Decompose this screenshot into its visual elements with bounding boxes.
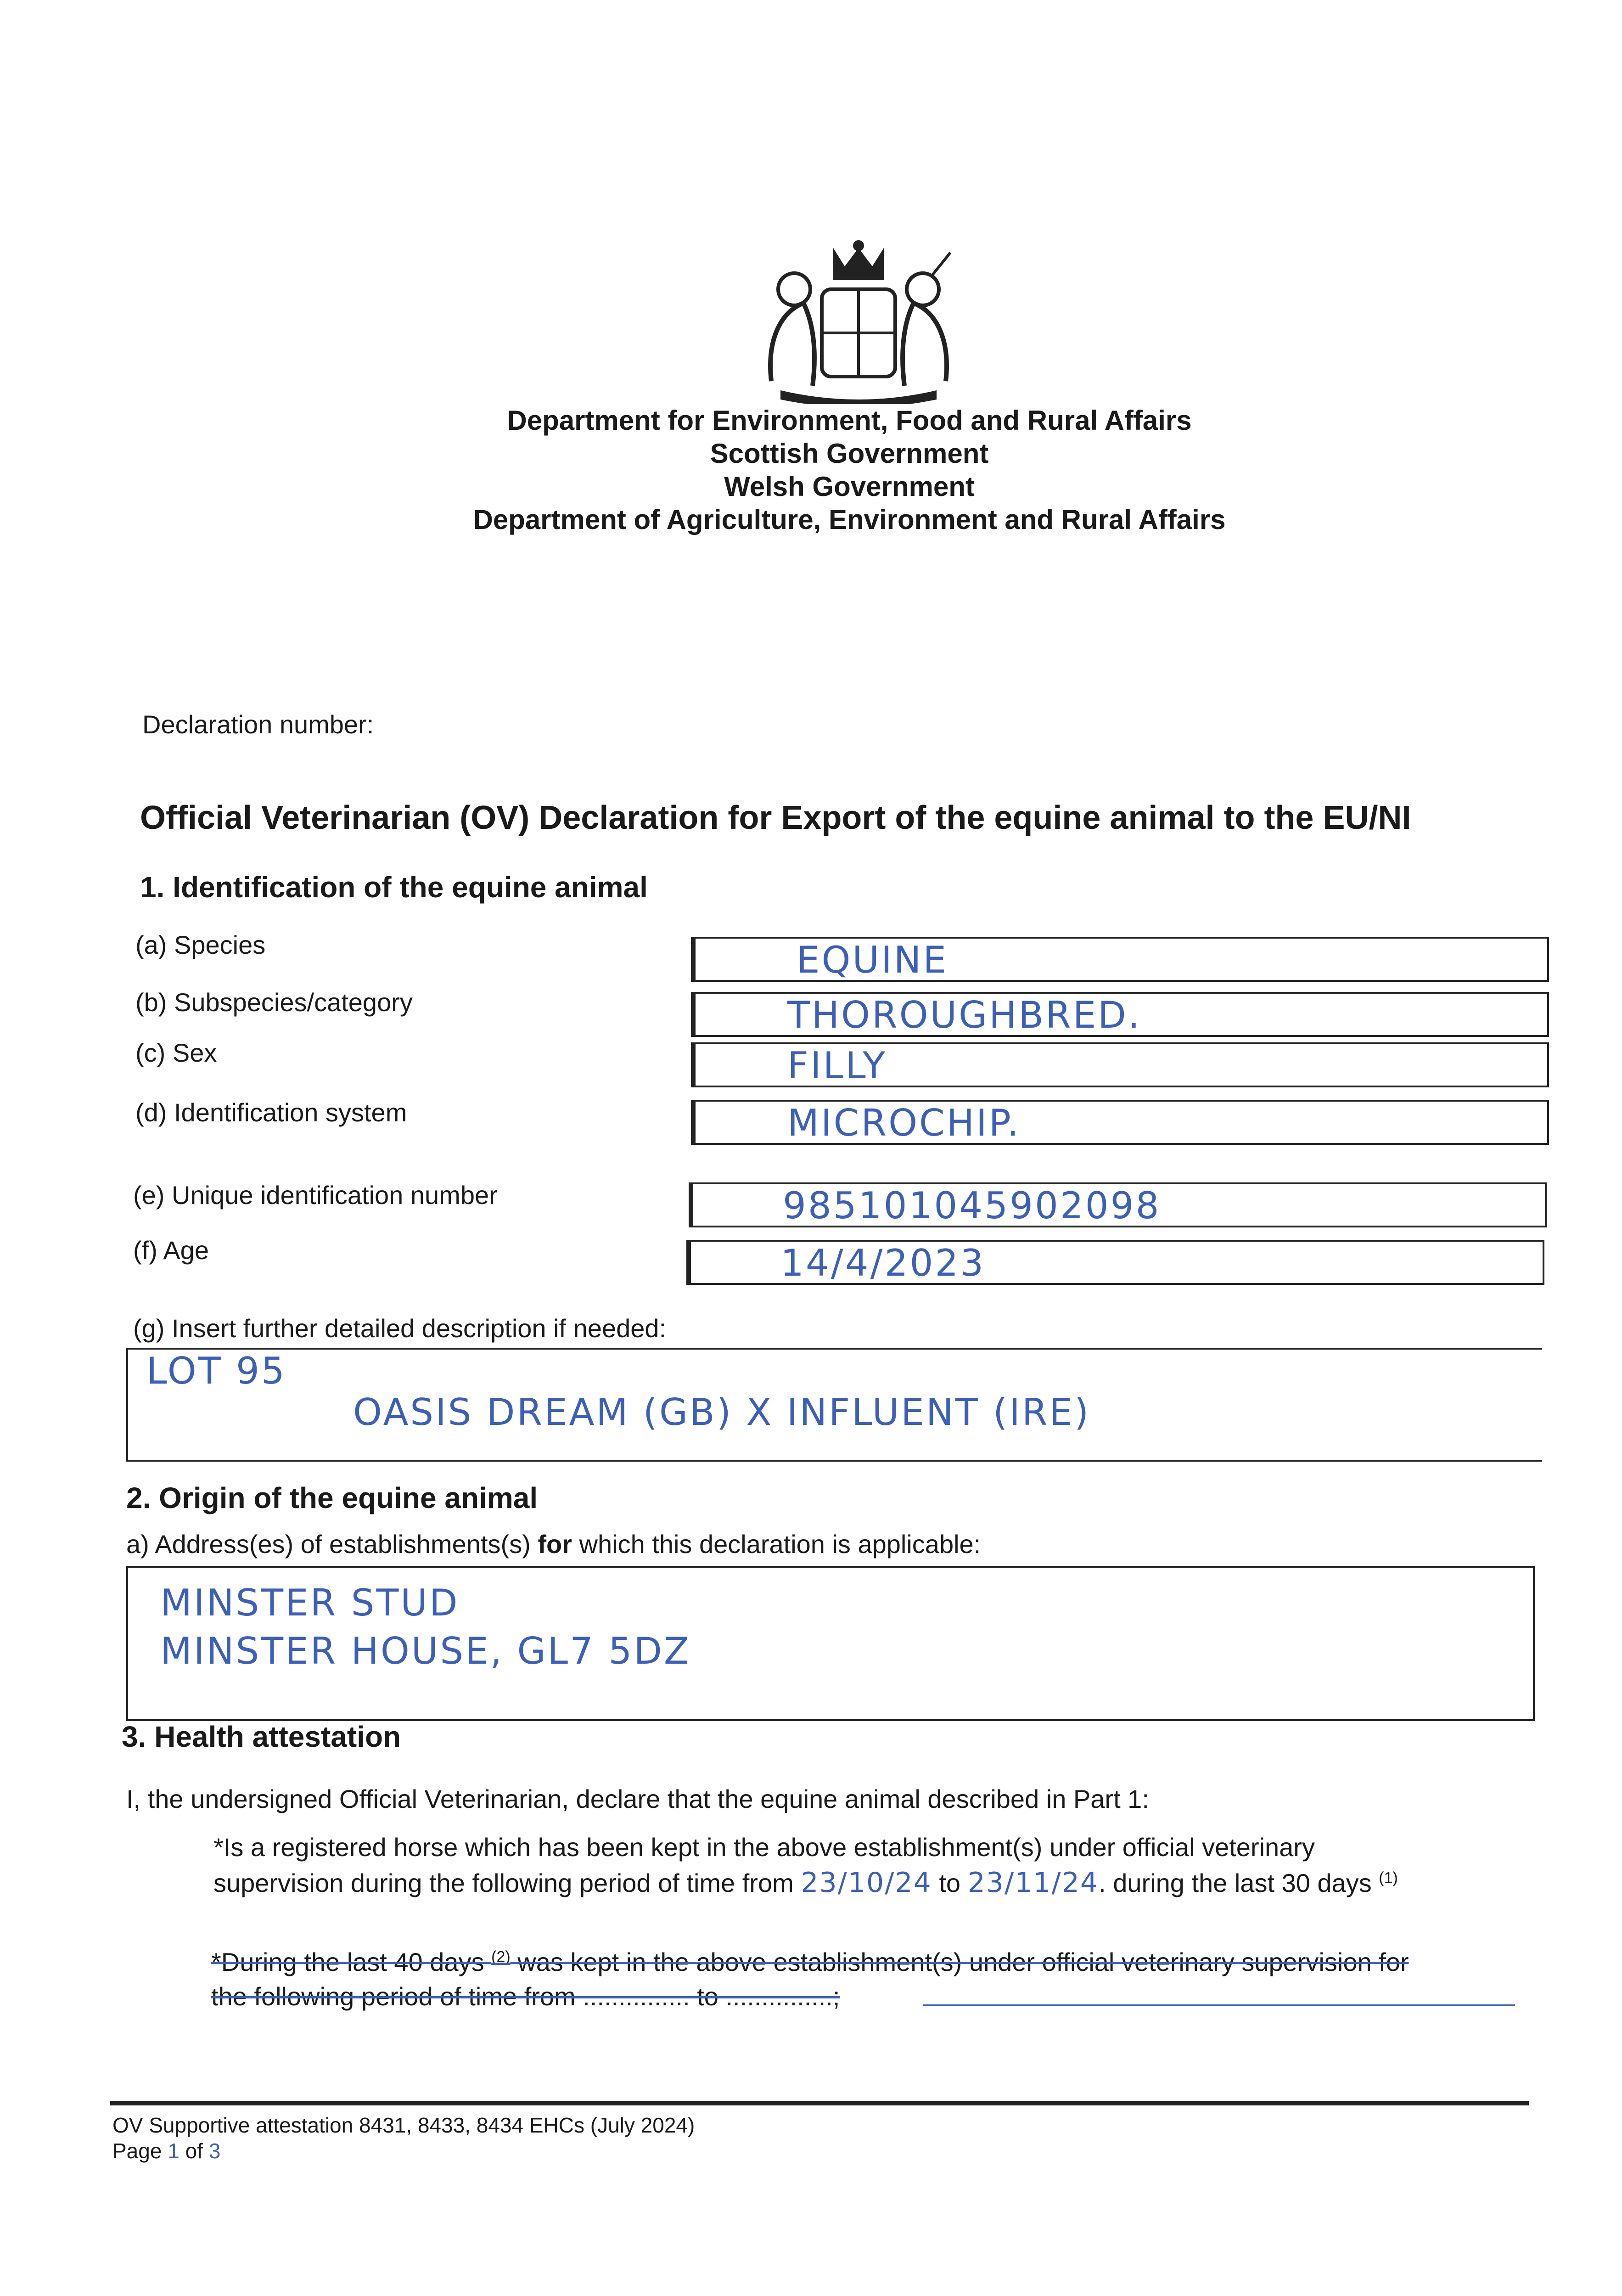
subspecies-field[interactable] (691, 992, 1549, 1037)
para1-from-date[interactable]: 23/10/24 (801, 1867, 932, 1899)
further-description-line2: OASIS DREAM (GB) X INFLUENT (IRE) (353, 1391, 1091, 1434)
species-label: (a) Species (135, 930, 266, 959)
declaration-number-label: Declaration number: (142, 710, 374, 739)
para2-footnote-ref: (2) (491, 1948, 511, 1966)
establishment-address-label-bold: for (538, 1530, 572, 1559)
page-current: 1 (168, 2139, 180, 2163)
para1-footnote-ref: (1) (1379, 1869, 1398, 1887)
sex-value: FILLY (787, 1044, 887, 1087)
establishment-address-field[interactable] (126, 1566, 1535, 1721)
species-value: EQUINE (797, 939, 949, 981)
sex-label: (c) Sex (135, 1038, 217, 1067)
species-field[interactable] (691, 937, 1549, 982)
address-line1: MINSTER STUD (160, 1581, 460, 1624)
establishment-address-label-prefix: a) Address(es) of establishments(s) (126, 1530, 538, 1559)
unique-id-label: (e) Unique identification number (133, 1181, 498, 1210)
sex-field[interactable] (691, 1042, 1549, 1087)
identification-system-value: MICROCHIP. (787, 1102, 1021, 1144)
age-label: (f) Age (133, 1236, 209, 1265)
department-wales: Welsh Government (724, 471, 975, 502)
para1-text-b: . during the last 30 days (1099, 1868, 1379, 1897)
footer-divider (110, 2101, 1529, 2105)
address-line2: MINSTER HOUSE, GL7 5DZ (160, 1630, 691, 1672)
subspecies-label: (b) Subspecies/category (135, 988, 413, 1017)
section1-heading: 1. Identification of the equine animal (140, 871, 648, 904)
strikeout-line (923, 2004, 1515, 2006)
further-description-line1: LOT 95 (146, 1350, 286, 1392)
further-description-label: (g) Insert further detailed description if needed: (133, 1314, 667, 1343)
identification-system-field[interactable] (691, 1100, 1549, 1145)
department-daera: Department of Agriculture, Environment and Rural Affairs (473, 504, 1226, 535)
attestation-para1-line2 (213, 1867, 1398, 1899)
department-defra: Department for Environment, Food and Rural Affairs (507, 405, 1192, 436)
para1-to-date[interactable]: 23/11/24 (967, 1867, 1099, 1899)
page-of-word: of (179, 2139, 209, 2163)
department-scotland: Scottish Government (710, 438, 989, 469)
department-list (413, 404, 1285, 536)
identification-system-label: (d) Identification system (135, 1098, 407, 1127)
page-total: 3 (208, 2139, 221, 2163)
further-description-field[interactable] (126, 1348, 1542, 1462)
footer (112, 2112, 695, 2164)
section2-heading: 2. Origin of the equine animal (126, 1481, 538, 1514)
attestation-para2-line2: the following period of time from ............... to ...............; (211, 1982, 840, 2011)
subspecies-value: THOROUGHBRED. (787, 994, 1142, 1036)
royal-crest-image (753, 239, 964, 404)
establishment-address-label (126, 1529, 981, 1559)
section3-heading: 3. Health attestation (122, 1720, 401, 1753)
attestation-para1-line1: *Is a registered horse which has been kept in the above establishment(s) under official veterinary (213, 1833, 1315, 1862)
page-word: Page (112, 2139, 168, 2163)
attestation-para2-line1 (211, 1947, 1409, 1977)
page-title: Official Veterinarian (OV) Declaration for Export of the equine animal to the EU/NI (140, 799, 1411, 836)
unique-id-field[interactable] (689, 1182, 1547, 1227)
footer-document-ref: OV Supportive attestation 8431, 8433, 8434 EHCs (July 2024) (112, 2113, 695, 2137)
age-field[interactable] (686, 1240, 1544, 1285)
para2-text-b: was kept in the above establishment(s) under official veterinary supervision for (510, 1947, 1409, 1976)
unique-id-value: 985101045902098 (783, 1184, 1161, 1227)
establishment-address-label-suffix: which this declaration is applicable: (572, 1530, 981, 1559)
page-number (112, 2138, 695, 2164)
age-value: 14/4/2023 (780, 1242, 986, 1284)
para2-text-a: *During the last 40 days (211, 1947, 492, 1976)
para1-to-word: to (932, 1868, 968, 1897)
attestation-intro: I, the undersigned Official Veterinarian, declare that the equine animal described in Part 1: (126, 1784, 1149, 1813)
para1-text-a: supervision during the following period of time from (213, 1868, 801, 1897)
